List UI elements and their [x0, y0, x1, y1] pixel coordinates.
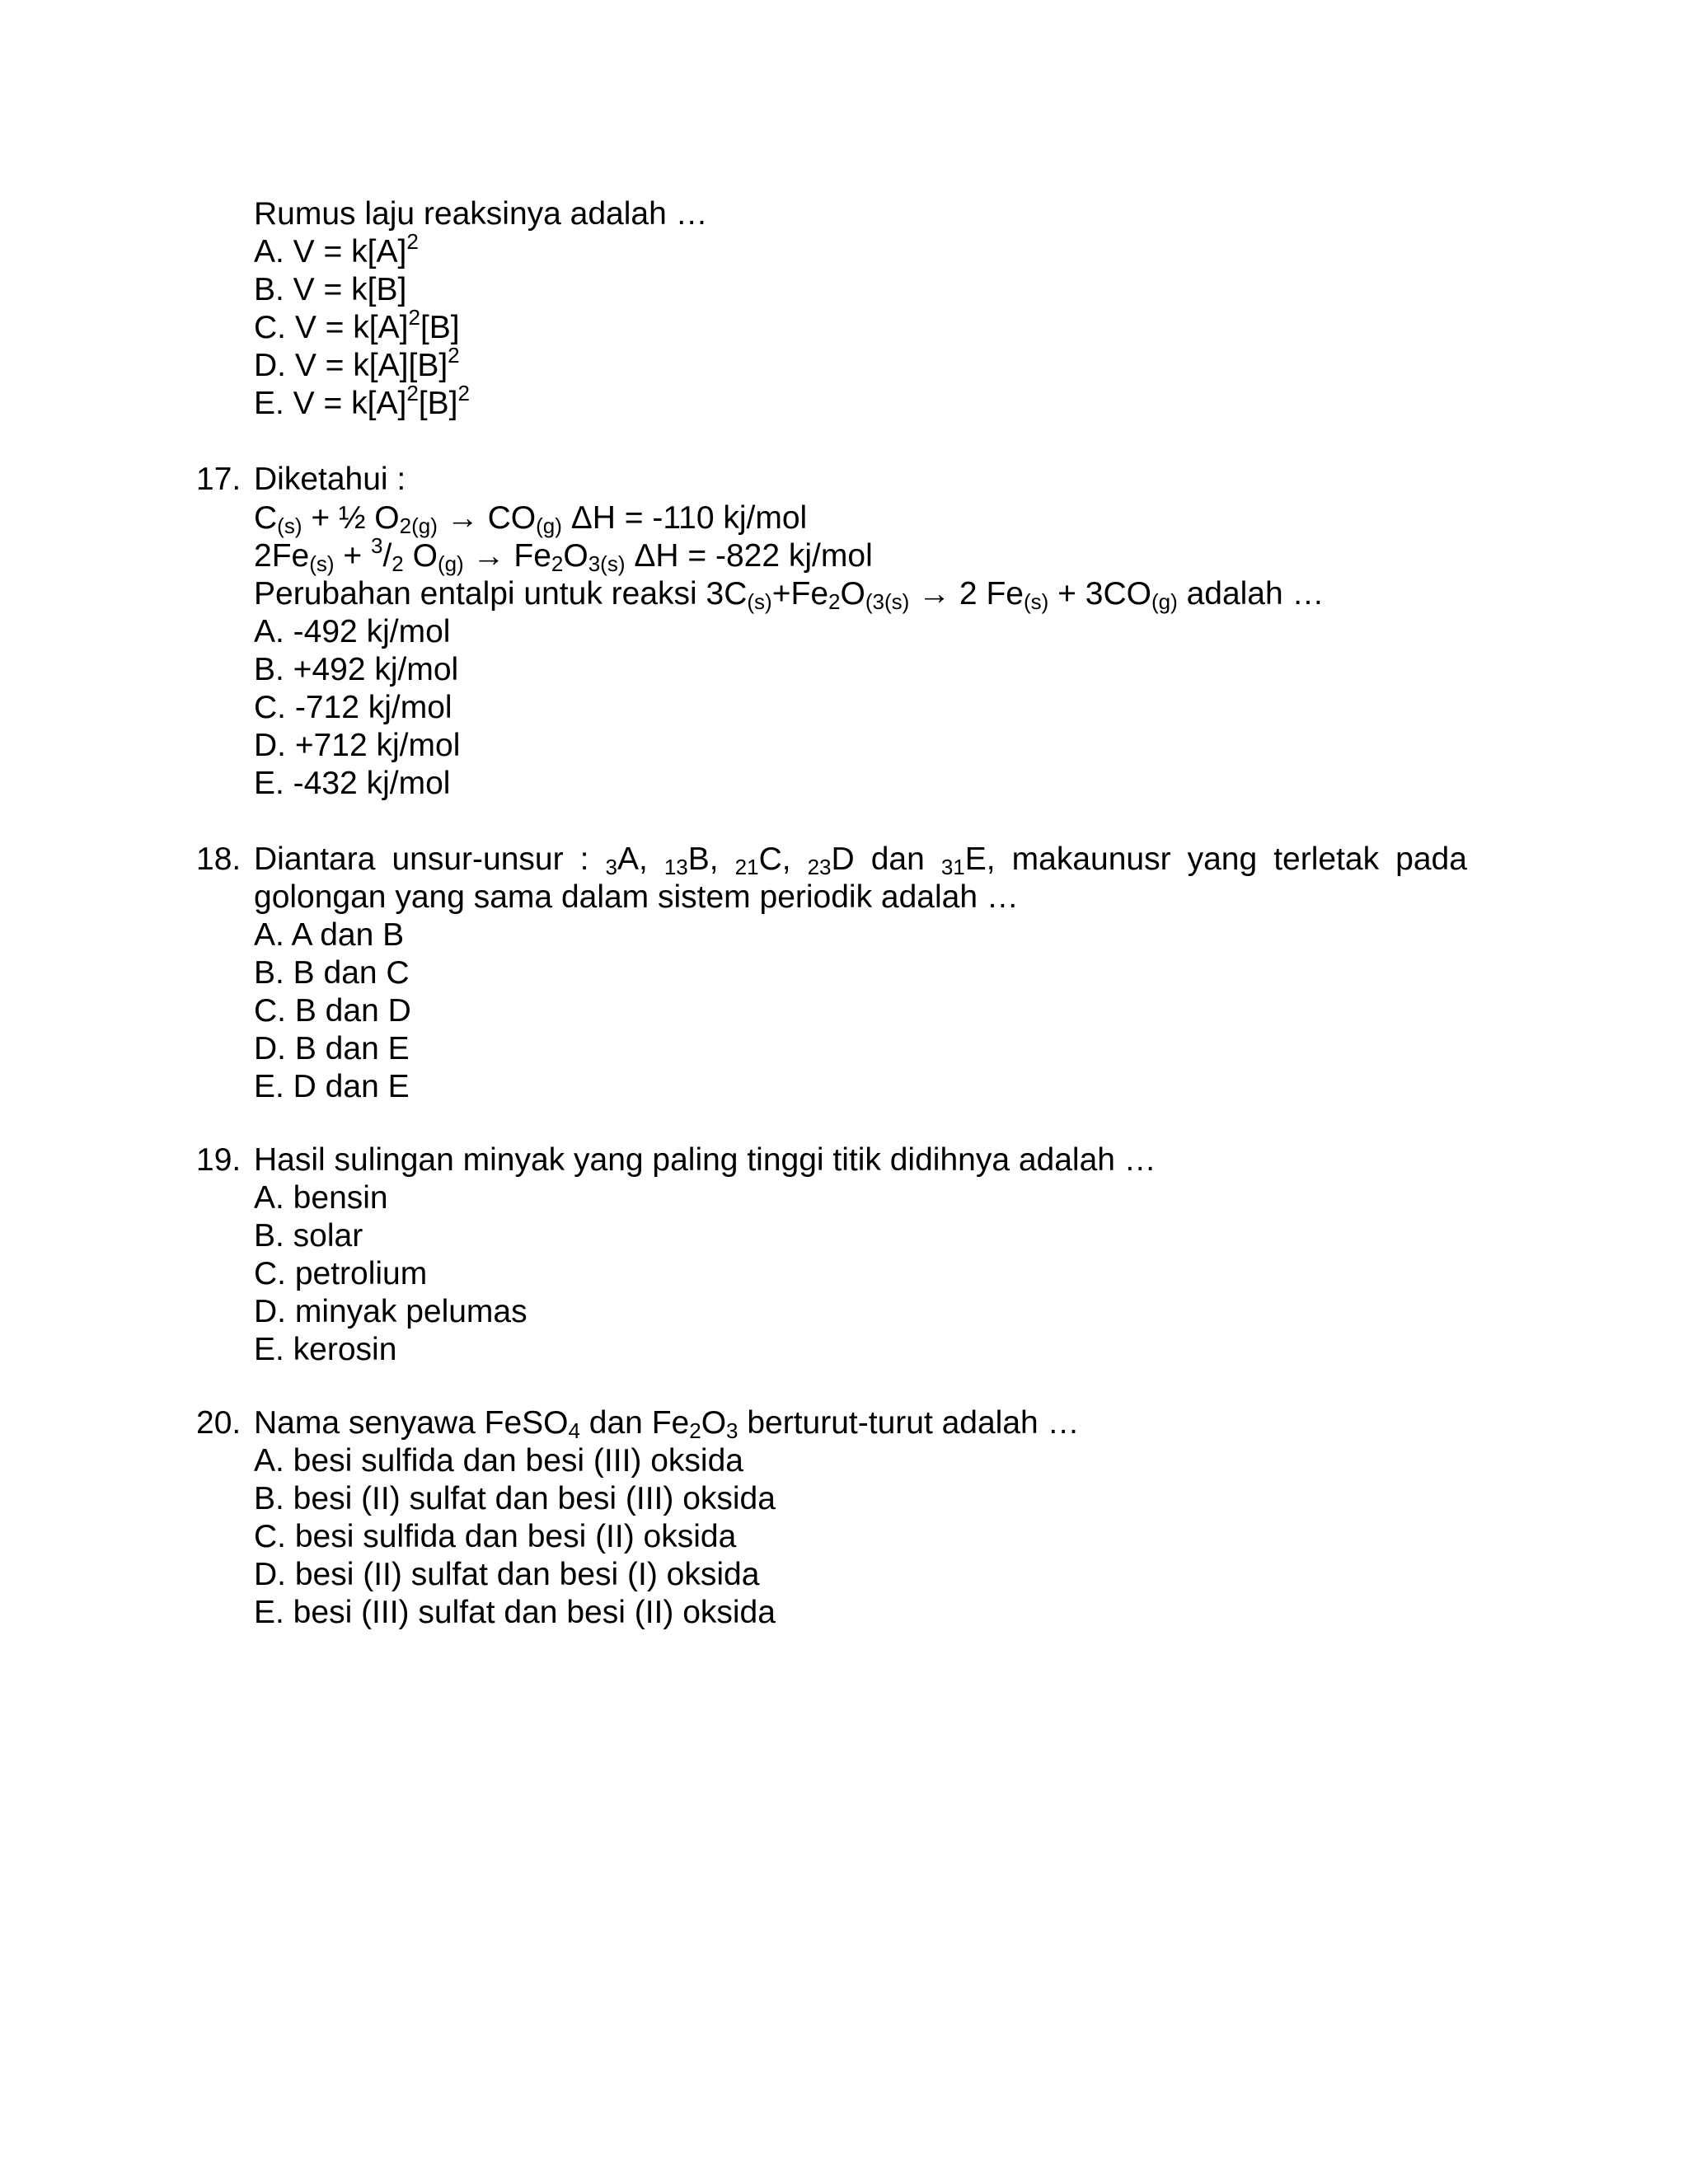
- question-20-option-c: C. besi sulfida dan besi (II) oksida: [254, 1519, 737, 1554]
- question-18-number: 18.: [196, 841, 241, 877]
- question-17-option-d: D. +712 kj/mol: [254, 728, 461, 763]
- question-18-option-e: E. D dan E: [254, 1069, 410, 1104]
- question-18-option-d: D. B dan E: [254, 1031, 410, 1066]
- question-20-stem: Nama senyawa FeSO$_4$ dan $Fe_2O_3$ berturut-turut adalah …: [254, 1405, 1080, 1443]
- question-20-number: 20.: [196, 1405, 241, 1441]
- question-17-option-a: A. -492 kj/mol: [254, 614, 451, 649]
- question-16-option-d: D. $V = k[A][B]^2$: [254, 343, 460, 383]
- question-20-option-d: D. besi (II) sulfat dan besi (I) oksida: [254, 1557, 760, 1592]
- question-18-option-c: C. B dan D: [254, 993, 411, 1029]
- word: pada: [1395, 841, 1467, 877]
- question-17-option-b: B. +492 kj/mol: [254, 652, 459, 687]
- word: dan: [870, 841, 925, 877]
- question-19-option-b: B. solar: [254, 1218, 363, 1254]
- word: :: [579, 841, 589, 877]
- word: Diantara: [254, 841, 376, 877]
- question-20-option-a: A. besi sulfida dan besi (III) oksida: [254, 1443, 743, 1479]
- question-19-number: 19.: [196, 1142, 241, 1178]
- element-e: $_{31}$E,: [940, 841, 996, 879]
- element-d: $_{23}$D: [807, 841, 855, 879]
- word: unsur-unsur: [392, 841, 564, 877]
- question-17-stem: Diketahui :: [254, 462, 406, 497]
- question-16-option-a: A. $V = k[A]^2$: [254, 229, 419, 269]
- word: yang: [1187, 841, 1258, 877]
- element-c: $_{21}$C,: [734, 841, 791, 879]
- question-19-option-c: C. petrolium: [254, 1256, 428, 1291]
- question-17-number: 17.: [196, 462, 241, 497]
- question-19-stem: Hasil sulingan minyak yang paling tinggi titik didihnya adalah …: [254, 1142, 1156, 1178]
- element-b: $_{13}$B,: [663, 841, 719, 879]
- question-16-option-c: C. $V = k[A]^2[B]$: [254, 305, 460, 345]
- question-19-option-e: E. kerosin: [254, 1332, 397, 1367]
- question-18-option-a: A. A dan B: [254, 917, 405, 953]
- question-20-option-b: B. besi (II) sulfat dan besi (III) oksida: [254, 1481, 776, 1516]
- question-19-option-a: A. bensin: [254, 1180, 388, 1216]
- element-a: $_3$A,: [605, 841, 648, 879]
- question-18-line-1: [254, 841, 1467, 879]
- word: terletak: [1273, 841, 1380, 877]
- question-16-option-e: E. $V = k[A]^2[B]^2$: [254, 381, 470, 421]
- question-18-line-2: golongan yang sama dalam sistem periodik adalah …: [254, 879, 1019, 915]
- question-17-question: Perubahan entalpi untuk reaksi $3C_{(s)}+Fe_2O_{(3(s)} \to 2$ $Fe_{(s)} + 3CO_{(g)}$ adalah …: [254, 576, 1325, 614]
- question-17-equation-2: $2Fe_{(s)} + ^3/_2$ $O_{(g)} \to Fe_2O_{3(s)}$ ΔH = -822 kj/mol: [254, 533, 873, 576]
- question-20-option-e: E. besi (III) sulfat dan besi (II) oksida: [254, 1595, 776, 1630]
- question-17-option-e: E. -432 kj/mol: [254, 766, 451, 801]
- question-16-stem: Rumus laju reaksinya adalah …: [254, 196, 708, 232]
- question-16-option-b: B. V = k[B]: [254, 272, 407, 307]
- word: makaunusr: [1011, 841, 1171, 877]
- question-19-option-d: D. minyak pelumas: [254, 1294, 528, 1329]
- question-18-option-b: B. B dan C: [254, 955, 410, 991]
- question-17-equation-1: $C_{(s)}$ + ½ $O_{2(g)} \to CO_{(g)}$ ΔH = -110 kj/mol: [254, 500, 808, 538]
- question-17-option-c: C. -712 kj/mol: [254, 690, 452, 725]
